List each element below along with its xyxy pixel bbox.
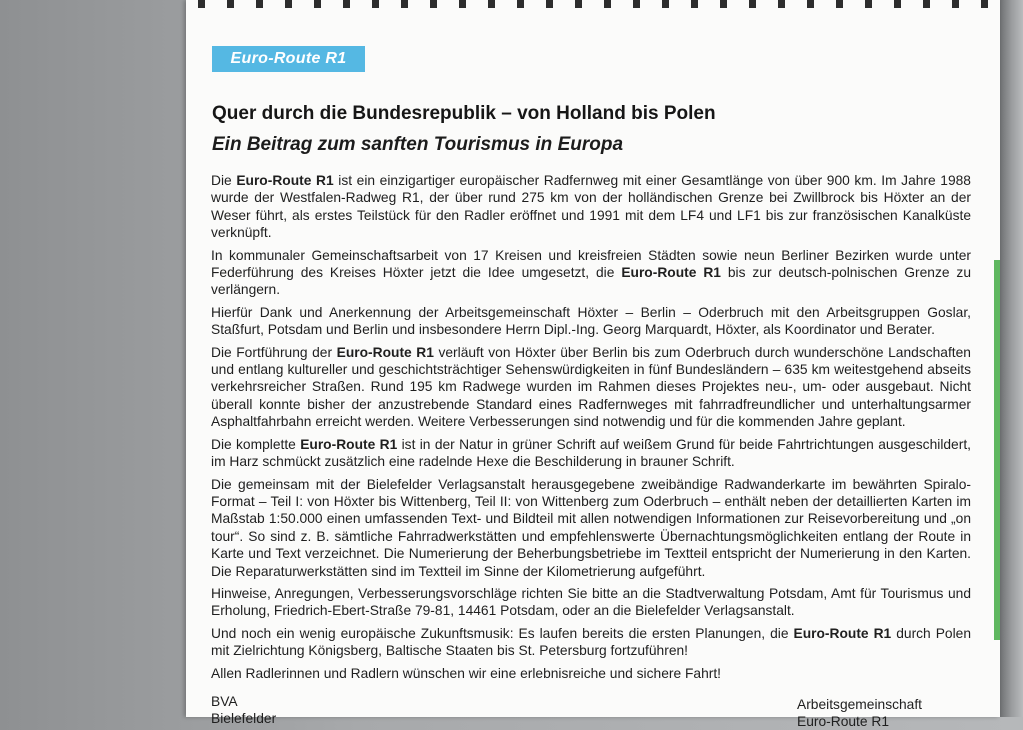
text-run: Hierfür Dank und Anerkennung der Arbeitsgemeinschaft Höxter – Berlin – Oderbruch mit den Arbeitsgruppen Goslar, Staßfurt, Potsdam und Berlin und insbesondere Herrn Dipl.-Ing. Georg Marquardt, Höxter, als Koordinator und Berater. bbox=[211, 304, 971, 338]
paragraph bbox=[211, 665, 971, 682]
route-badge: Euro-Route R1 bbox=[212, 46, 365, 72]
article-body bbox=[211, 172, 971, 687]
route-name-emphasis: Euro-Route R1 bbox=[336, 344, 434, 360]
background-right-edge bbox=[1000, 0, 1023, 717]
route-name-emphasis: Euro-Route R1 bbox=[793, 625, 892, 641]
footer-left-line2: Bielefelder bbox=[211, 711, 277, 726]
route-name-emphasis: Euro-Route R1 bbox=[236, 173, 334, 188]
text-run: ist ein einzigartiger europäischer Radfernweg mit einer Gesamtlänge von über 900 km. Im Jahre 1988 wurde der Westfalen-Radweg R1, der über rund 275 km von der holländischen Grenze bei Zwillbrock bis Höxter an der Weser führt, als erstes Teilstück für den Radler eröffnet und 1991 mit dem LF4 und LF1 bis zur französischen Kanalküste verknüpft. bbox=[211, 173, 971, 241]
page-title: Quer durch die Bundesrepublik – von Holland bis Polen bbox=[212, 103, 716, 124]
text-run: Die Fortführung der bbox=[211, 344, 337, 360]
footer-left-line1: BVA bbox=[211, 694, 238, 709]
text-run: In kommunaler Gemeinschaftsarbeit von 17 Kreisen und kreisfreien Städten sowie neun Berliner Bezirken wurde unter Federführung des Kreises Höxter jetzt die Idee umgesetzt, die bbox=[211, 247, 971, 281]
spiral-binding bbox=[186, 0, 1000, 8]
footer-right-line1: Arbeitsgemeinschaft bbox=[797, 697, 923, 712]
paragraph bbox=[211, 436, 971, 471]
paragraph bbox=[211, 172, 971, 242]
footer-left bbox=[211, 693, 276, 727]
route-name-emphasis: Euro-Route R1 bbox=[621, 265, 721, 281]
text-run: bis zur deutsch-polnischen Grenze zu verlängern. bbox=[211, 265, 971, 298]
paragraph bbox=[211, 625, 971, 660]
text-run: Allen Radlerinnen und Radlern wünschen wir eine erlebnisreiche und sichere Fahrt! bbox=[211, 665, 722, 681]
page-subtitle: Ein Beitrag zum sanften Tourismus in Europa bbox=[212, 134, 624, 155]
paragraph bbox=[211, 344, 971, 431]
text-run: ist in der Natur in grüner Schrift auf weißem Grund für beide Fahrtrichtungen ausgeschildert, im Harz schmückt zusätzlich eine radelnde Hexe die Beschilderung in brauner Schrift. bbox=[211, 436, 971, 470]
text-run: Und noch ein wenig europäische Zukunftsmusik: Es laufen bereits die ersten Planungen, die bbox=[211, 625, 794, 641]
text-run: Die bbox=[211, 173, 237, 188]
paragraph bbox=[211, 304, 971, 339]
paragraph bbox=[211, 476, 971, 580]
footer-right-line2: Euro-Route R1 bbox=[797, 714, 890, 729]
text-run: verläuft von Höxter über Berlin bis zum Oderbruch durch wunderschöne Landschaften und entlang kultureller und geschichtsträchtiger Sehenswürdigkeiten in fünf Bundesländern – 635 km weitestgehend abseits verkehrsreicher Straßen. Rund 195 km Radwege wurden im Rahmen dieses Projektes neu-, um- oder ausgebaut. Nicht überall konnte bisher der anzustrebende Standard eines Radfernweges mit fahrradfreundlicher und unterhaltungsarmer Asphaltfahrbahn erreicht werden. Weitere Verbesserungen sind notwendig und für die kommenden Jahre geplant. bbox=[211, 344, 971, 430]
paragraph bbox=[211, 585, 971, 620]
route-name-emphasis: Euro-Route R1 bbox=[300, 436, 398, 452]
page-edge-strip bbox=[994, 260, 1000, 640]
text-run: Hinweise, Anregungen, Verbesserungsvorschläge richten Sie bitte an die Stadtverwaltung Potsdam, Amt für Tourismus und Erholung, Friedrich-Ebert-Straße 79-81, 14461 Potsdam, oder an die Bielefelder Verlagsanstalt. bbox=[211, 585, 971, 619]
text-run: Die komplette bbox=[211, 436, 301, 452]
document-page bbox=[186, 0, 1000, 729]
text-run: Die gemeinsam mit der Bielefelder Verlagsanstalt herausgegebene zweibändige Radwanderkarte im bewährten Spiralo-Format – Teil I: von Höxter bis Wittenberg, Teil II: von Wittenberg zum Oderbruch – enthält neben der detaillierten Karten im Maßstab 1:50.000 einen umfassenden Text- und Bildteil mit allen notwendigen Informationen zur Reisevorbereitung und „on tour“. So sind z. B. sämtliche Fahrradwerkstätten und empfehlenswerte Übernachtungsmöglichkeiten entlang der Route in Karte und Text verzeichnet. Die Numerierung der Beherbungsbetriebe im Textteil entspricht der Numerierung in den Karten. Die Reparaturwerkstätten sind im Textteil im Sinne der Kilometrierung aufgeführt. bbox=[211, 476, 971, 579]
text-run: durch Polen mit Zielrichtung Königsberg, Baltische Staaten bis St. Petersburg fortzuführen! bbox=[211, 625, 971, 659]
footer-right bbox=[797, 696, 922, 730]
paragraph bbox=[211, 247, 971, 299]
